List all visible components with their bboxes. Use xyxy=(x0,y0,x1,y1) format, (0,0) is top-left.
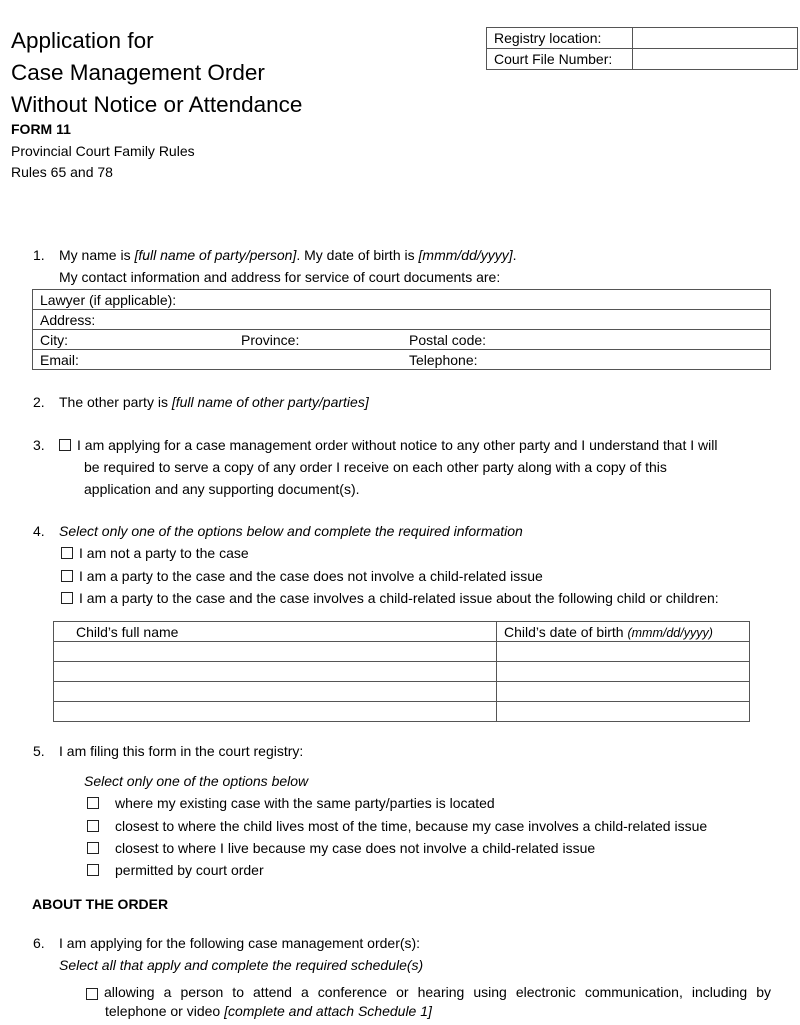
form-title xyxy=(11,25,302,121)
section-5-text: I am filing this form in the court registry: xyxy=(59,743,304,759)
section-1-line-1 xyxy=(33,247,517,263)
child-dob-cell[interactable] xyxy=(497,702,750,722)
email-label: Email: xyxy=(40,351,79,368)
table-row xyxy=(54,662,750,682)
section-1-text-mid: . My date of birth is xyxy=(296,247,419,263)
address-field[interactable] xyxy=(33,310,771,330)
court-file-number-label: Court File Number: xyxy=(487,49,633,70)
section-4-instruction: Select only one of the options below and complete the required information xyxy=(59,523,523,539)
other-party-field[interactable]: [full name of other party/parties] xyxy=(171,394,369,410)
section-4-number: 4. xyxy=(33,523,45,539)
option-label: closest to where I live because my case does not involve a child-related issue xyxy=(115,840,596,856)
city-province-postal-row[interactable] xyxy=(33,330,771,350)
section-3-checkbox[interactable] xyxy=(59,439,71,451)
child-dob-cell[interactable] xyxy=(497,642,750,662)
checkbox[interactable] xyxy=(87,797,99,809)
option-label: permitted by court order xyxy=(115,862,264,878)
title-line-3: Without Notice or Attendance xyxy=(11,92,303,117)
option-line-1: allowing a person to attend a conference or hearing using electronic communication, including by xyxy=(104,984,771,1000)
option-label: I am a party to the case and the case does not involve a child-related issue xyxy=(79,568,543,584)
section-2-number: 2. xyxy=(33,394,45,410)
section-6-heading xyxy=(33,935,420,951)
child-name-cell[interactable] xyxy=(54,682,497,702)
registry-box xyxy=(486,27,798,70)
lawyer-field[interactable] xyxy=(33,290,771,310)
section-5-instruction: Select only one of the options below xyxy=(84,773,309,789)
party-name-field[interactable]: [full name of party/person] xyxy=(134,247,297,263)
section-3-line-2: be required to serve a copy of any order I receive on each other party along with a copy of this xyxy=(84,459,667,475)
section-1-text-end: . xyxy=(512,247,517,263)
rules-name: Provincial Court Family Rules xyxy=(11,143,195,159)
child-dob-format: (mmm/dd/yyyy) xyxy=(627,625,713,640)
section-5-number: 5. xyxy=(33,743,45,759)
child-dob-header xyxy=(497,622,750,642)
court-file-number-field[interactable] xyxy=(633,49,798,70)
section-1-line-2: My contact information and address for service of court documents are: xyxy=(59,269,501,285)
checkbox[interactable] xyxy=(87,820,99,832)
section-1-number: 1. xyxy=(33,247,45,263)
schedule-reference: [complete and attach Schedule 1] xyxy=(224,1003,432,1019)
children-table xyxy=(53,621,750,722)
checkbox[interactable] xyxy=(61,547,73,559)
section-5-option-2[interactable] xyxy=(87,818,707,834)
child-name-header: Child’s full name xyxy=(54,622,497,642)
section-4-option-1[interactable] xyxy=(61,545,249,561)
section-2 xyxy=(33,394,369,410)
city-label: City: xyxy=(40,331,68,348)
child-name-cell[interactable] xyxy=(54,702,497,722)
section-6-text: I am applying for the following case management order(s): xyxy=(59,935,421,951)
section-5-option-1[interactable] xyxy=(87,795,495,811)
section-3-number: 3. xyxy=(33,437,45,453)
section-6-number: 6. xyxy=(33,935,45,951)
checkbox[interactable] xyxy=(87,842,99,854)
email-telephone-row[interactable] xyxy=(33,350,771,370)
option-label: where my existing case with the same party/parties is located xyxy=(115,795,495,811)
section-2-text: The other party is xyxy=(59,394,172,410)
telephone-label: Telephone: xyxy=(409,351,478,368)
child-name-cell[interactable] xyxy=(54,642,497,662)
child-name-cell[interactable] xyxy=(54,662,497,682)
province-label: Province: xyxy=(241,331,300,348)
option-label: I am a party to the case and the case involves a child-related issue about the following child or children: xyxy=(79,590,719,606)
checkbox[interactable] xyxy=(86,988,98,1000)
checkbox[interactable] xyxy=(61,592,73,604)
checkbox[interactable] xyxy=(87,864,99,876)
section-5-heading xyxy=(33,743,303,759)
option-line-2-text: telephone or video xyxy=(105,1003,225,1019)
rules-reference: Rules 65 and 78 xyxy=(11,164,113,180)
about-the-order-heading: ABOUT THE ORDER xyxy=(32,896,169,912)
table-row xyxy=(54,642,750,662)
registry-location-label: Registry location: xyxy=(487,28,633,49)
option-line-2 xyxy=(86,1003,771,1019)
checkbox[interactable] xyxy=(61,570,73,582)
section-5-option-4[interactable] xyxy=(87,862,264,878)
section-4-heading xyxy=(33,523,523,539)
title-line-1: Application for xyxy=(11,28,154,53)
section-3-line-3: application and any supporting document(s). xyxy=(84,481,360,497)
postal-code-label: Postal code: xyxy=(409,331,487,348)
section-6-option-1[interactable] xyxy=(86,984,771,1019)
section-3-text-1: I am applying for a case management order without notice to any other party and I understand that I will xyxy=(77,437,718,453)
section-1-text: My name is xyxy=(59,247,135,263)
title-line-2: Case Management Order xyxy=(11,60,265,85)
table-row xyxy=(54,702,750,722)
section-5-option-3[interactable] xyxy=(87,840,595,856)
party-dob-field[interactable]: [mmm/dd/yyyy] xyxy=(418,247,513,263)
registry-location-field[interactable] xyxy=(633,28,798,49)
child-dob-cell[interactable] xyxy=(497,662,750,682)
child-dob-header-label: Child’s date of birth xyxy=(504,623,628,640)
section-3-line-1 xyxy=(33,437,717,453)
child-dob-cell[interactable] xyxy=(497,682,750,702)
children-table-header xyxy=(54,622,750,642)
option-label: closest to where the child lives most of the time, because my case involves a child-related issue xyxy=(115,818,708,834)
section-4-option-2[interactable] xyxy=(61,568,543,584)
contact-table xyxy=(32,289,771,370)
lawyer-label: Lawyer (if applicable): xyxy=(40,291,177,308)
section-6-instruction: Select all that apply and complete the required schedule(s) xyxy=(59,957,424,973)
section-4-option-3[interactable] xyxy=(61,590,719,606)
table-row xyxy=(54,682,750,702)
option-label: I am not a party to the case xyxy=(79,545,249,561)
form-number: FORM 11 xyxy=(11,121,71,137)
address-label: Address: xyxy=(40,311,96,328)
